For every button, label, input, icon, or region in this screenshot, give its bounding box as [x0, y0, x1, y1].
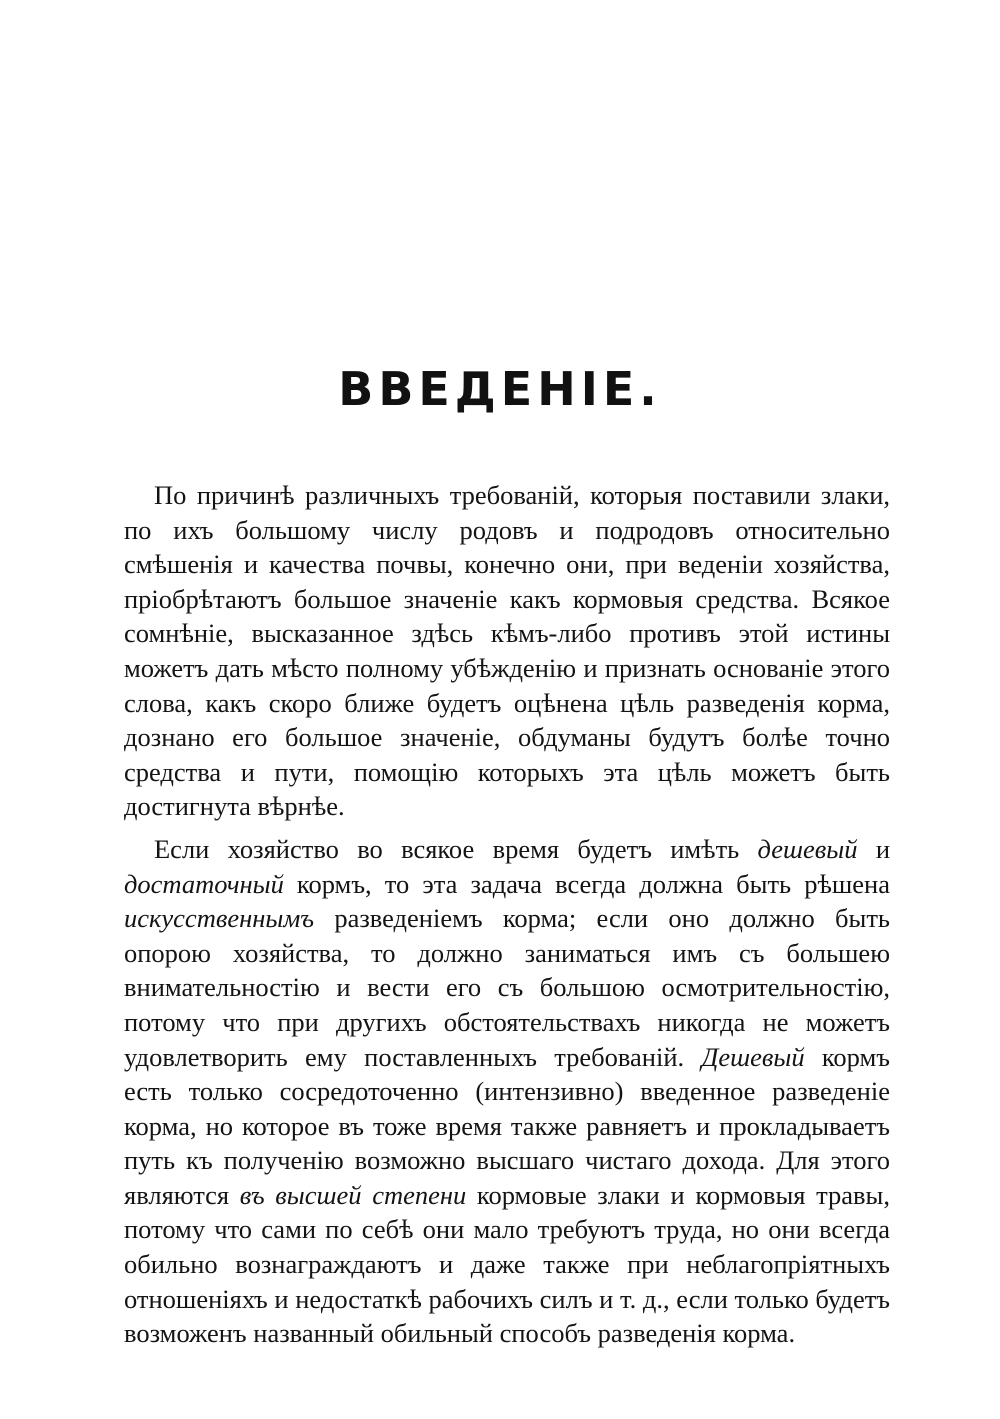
emphasis-sufficient: достаточный — [124, 868, 284, 899]
paragraph-2 — [124, 832, 890, 1351]
paragraph-2-span: разведеніемъ корма; если оно должно быть опорою хозяйства, то должно заниматься имъ съ большею внимательностію и вести его съ большою осмотрительностію, потому что при другихъ обстоятельствахъ никогда не можетъ удовлетворить ему поставленныхъ требованій. — [124, 903, 890, 1072]
emphasis-cheap: дешевый — [757, 833, 858, 864]
body-text — [124, 478, 890, 1351]
paragraph-2-span: и — [857, 833, 890, 864]
paragraph-2-span: кормовые злаки и кормовыя травы, потому что сами по себѣ они мало требуютъ труда, но они всегда обильно вознаграждаютъ и даже также при неблагопріятныхъ отношеніяхъ и недостаткѣ рабочихъ силъ и т. д., если только будетъ возможенъ названный обильный способъ разведенія корма. — [124, 1179, 890, 1349]
chapter-heading: ВВЕДЕНIЕ. — [338, 362, 662, 416]
emphasis-highest-degree: въ высшей степени — [239, 1179, 467, 1210]
paragraph-2-span: кормъ, то эта задача всегда должна быть рѣшена — [283, 868, 890, 899]
paragraph-2-span: кормъ есть только сосредоточенно (интензивно) введенное разведеніе корма, но которое въ тоже время также равняетъ и прокладываетъ путь къ полученію возможно высшаго чистаго дохода. Для этого являются — [124, 1041, 890, 1210]
emphasis-artificial: искусственнымъ — [124, 903, 315, 934]
paragraph-2-span: Если хозяйство во всякое время будетъ имѣть — [154, 833, 758, 864]
emphasis-cheap-2: Дешевый — [701, 1041, 805, 1072]
paragraph-1-text: По причинѣ различныхъ требованій, которыя поставили злаки, по ихъ большому числу родовъ и подродовъ относительно смѣшенія и качества почвы, конечно они, при веденіи хозяйства, пріобрѣтаютъ большое значеніе какъ кормовыя средства. Всякое сомнѣніе, высказанное здѣсь кѣмъ-либо противъ этой истины можетъ дать мѣсто полному убѣжденію и признать основаніе этого слова, какъ скоро ближе будетъ оцѣнена цѣль разведенія корма, дознано его большое значеніе, обдуманы будутъ болѣе точно средства и пути, помощію которыхъ эта цѣль можетъ быть достигнута вѣрнѣе. — [124, 480, 890, 822]
paragraph-1 — [124, 478, 890, 824]
